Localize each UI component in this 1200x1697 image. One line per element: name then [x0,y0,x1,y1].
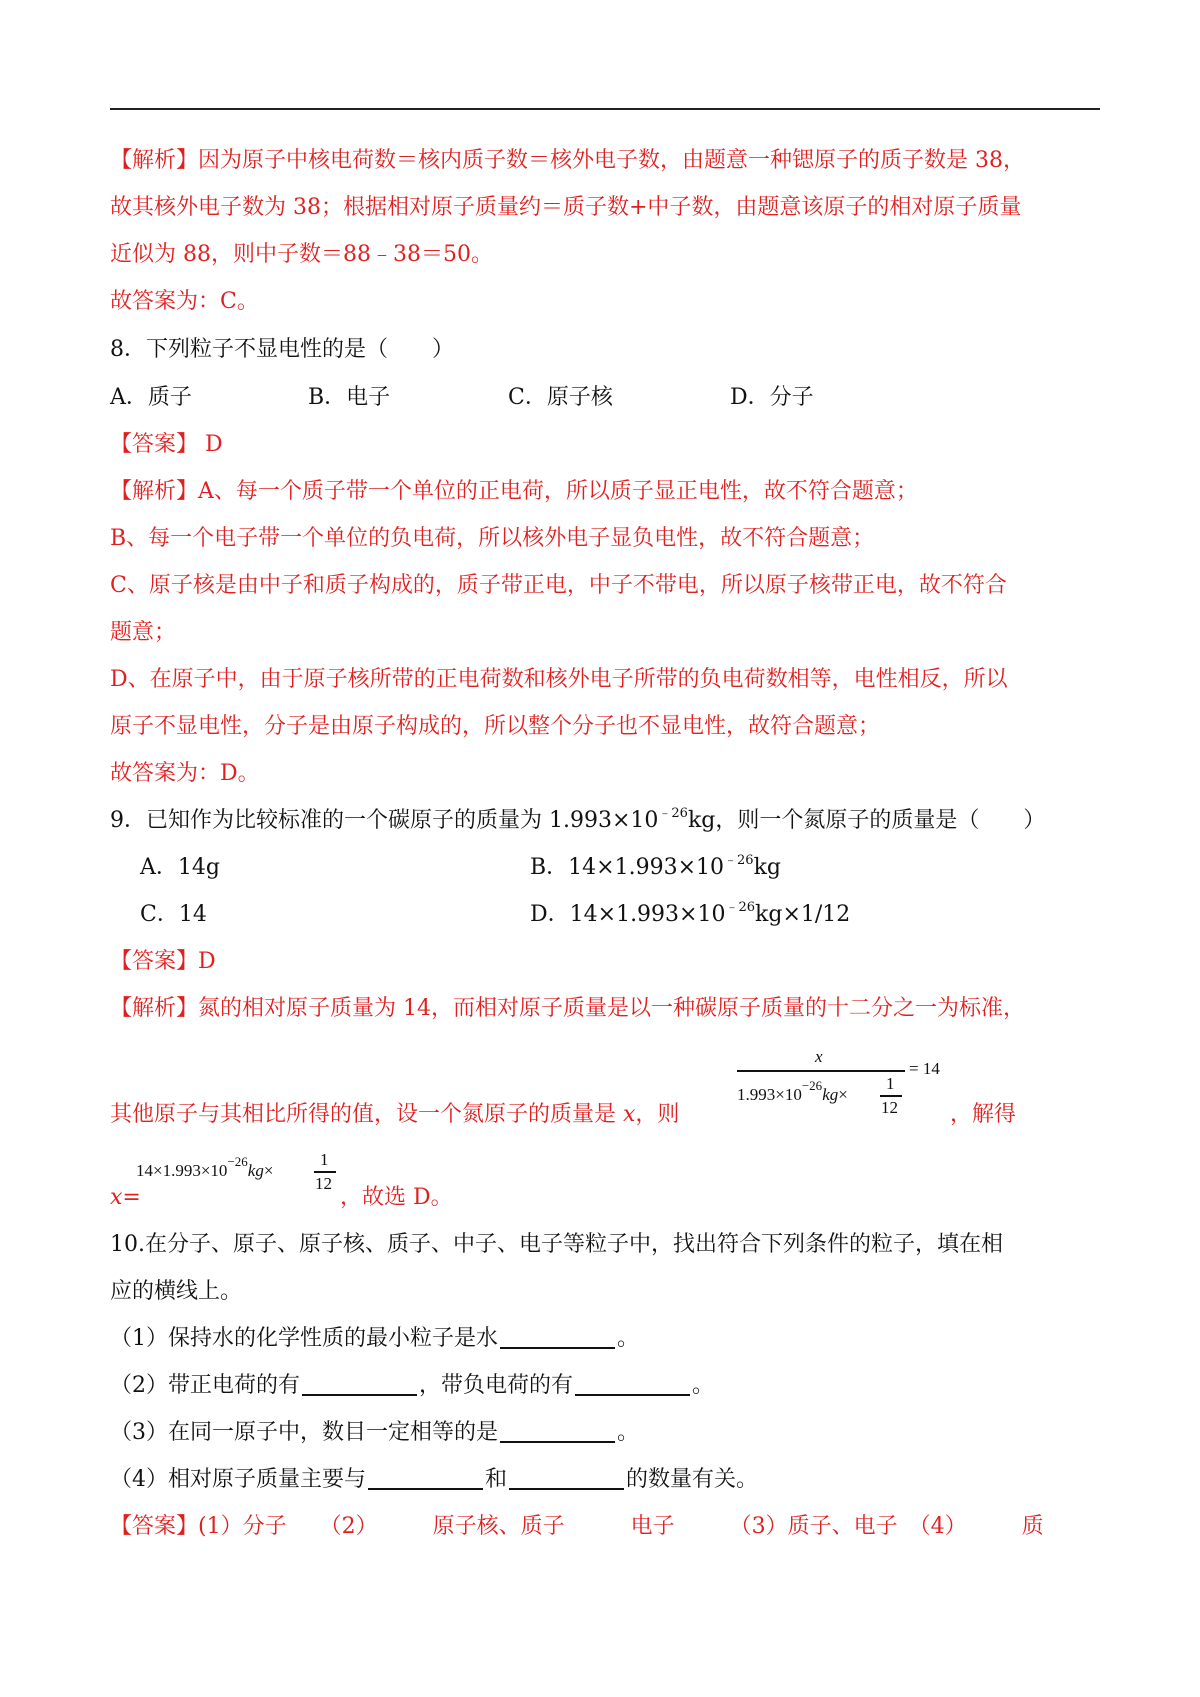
q7-analysis-line-3: 近似为 88，则中子数＝88﹣38＝50。 [110,242,493,267]
eq2-inner-numerator: 1 [320,1150,329,1169]
q9-conclusion: ，故选 D。 [340,1185,453,1210]
eq1-denominator: $1.993\times 10^{-26}kg\times$ [737,1078,848,1104]
eq1-numerator: x [815,1047,823,1066]
q8-analysis-line-2: B、每一个电子带一个单位的负电荷，所以核外电子显负电性，故不符合题意； [110,526,875,551]
blank-5 [368,1466,483,1490]
q10-item-1: （1）保持水的化学性质的最小粒子是水 。 [110,1326,640,1351]
q8-conclusion: 故答案为：D。 [110,761,260,786]
eq1-fraction-bar [737,1070,905,1072]
q8-analysis-line-1: 【解析】A、每一个质子带一个单位的正电荷，所以质子显正电性，故不符合题意； [110,479,918,504]
q10-item-4: （4）相对原子质量主要与 和 的数量有关。 [110,1467,759,1492]
q7-conclusion: 故答案为：C。 [110,289,259,314]
q9-analysis-line-1: 【解析】氮的相对原子质量为 14，而相对原子质量是以一种碳原子质量的十二分之一为标准， [110,996,1025,1021]
eq1-inner-numerator: 1 [886,1074,895,1093]
header-rule [110,108,1100,110]
q10-stem-line-1: 10.在分子、原子、原子核、质子、中子、电子等粒子中，找出符合下列条件的粒子，填在相 [110,1232,1003,1257]
q9-option-c: C．14 [140,902,207,927]
blank-4 [500,1419,615,1443]
q8-answer: 【答案】 D [110,432,223,457]
eq1-inner-bar [880,1095,902,1097]
q8-option-a: A．质子 [110,385,192,410]
eq2-expression: $14\times 1.993\times 10^{-26}kg\times$ [136,1154,274,1180]
q10-item-3: （3）在同一原子中，数目一定相等的是 。 [110,1420,640,1445]
blank-1 [500,1325,615,1349]
eq2-inner-denominator: 12 [315,1174,332,1193]
blank-6 [509,1466,624,1490]
q7-analysis-line-1: 【解析】因为原子中核电荷数＝核内质子数＝核外电子数，由题意一种锶原子的质子数是 38， [110,148,1025,173]
q9-analysis-solve: ，解得 [950,1102,1017,1127]
q9-option-d: D．$14\times 1.993\times 10^{﹣26}kg\times 1/12$ [530,900,851,927]
q8-option-d: D．分子 [730,385,814,410]
q8-analysis-line-4: 题意； [110,620,177,645]
q10-answer: 【答案】(1）分子 （2） 原子核、质子 电子 （3）质子、电子 （4） 质 [110,1514,1044,1539]
q9-option-a: A．14g [140,855,220,880]
blank-3 [575,1372,690,1396]
q8-analysis-line-3: C、原子核是由中子和质子构成的，质子带正电，中子不带电，所以原子核带正电，故不符合 [110,573,1007,598]
q9-stem: 9．已知作为比较标准的一个碳原子的质量为 $1.993\times 10^{﹣26}kg$，则一个氮原子的质量是（ ） [110,806,1046,833]
q9-option-b: B．$14\times 1.993\times 10^{﹣26}kg$ [530,853,781,880]
q8-stem: 8．下列粒子不显电性的是（ ） [110,337,454,362]
blank-2 [302,1372,417,1396]
q10-item-2: （2）带正电荷的有 ，带负电荷的有 。 [110,1373,715,1398]
q8-analysis-line-6: 原子不显电性，分子是由原子构成的，所以整个分子也不显电性，故符合题意； [110,714,881,739]
q7-analysis-line-2: 故其核外电子数为 38；根据相对原子质量约＝质子数+中子数，由题意该原子的相对原子质量 [110,195,1022,220]
eq1-inner-denominator: 12 [881,1098,898,1117]
q8-option-b: B．电子 [308,385,391,410]
q9-analysis-line-2: 其他原子与其相比所得的值，设一个氮原子的质量是 x，则 [110,1102,680,1127]
eq2-inner-bar [314,1171,336,1173]
q9-answer: 【答案】D [110,949,216,974]
q8-analysis-line-5: D、在原子中，由于原子核所带的正电荷数和核外电子所带的负电荷数相等，电性相反，所以 [110,667,1008,692]
q8-option-c: C．原子核 [508,385,613,410]
q9-analysis-line-3: x= [110,1185,141,1210]
eq1-rhs: = 14 [909,1059,940,1078]
q10-stem-line-2: 应的横线上。 [110,1279,243,1304]
